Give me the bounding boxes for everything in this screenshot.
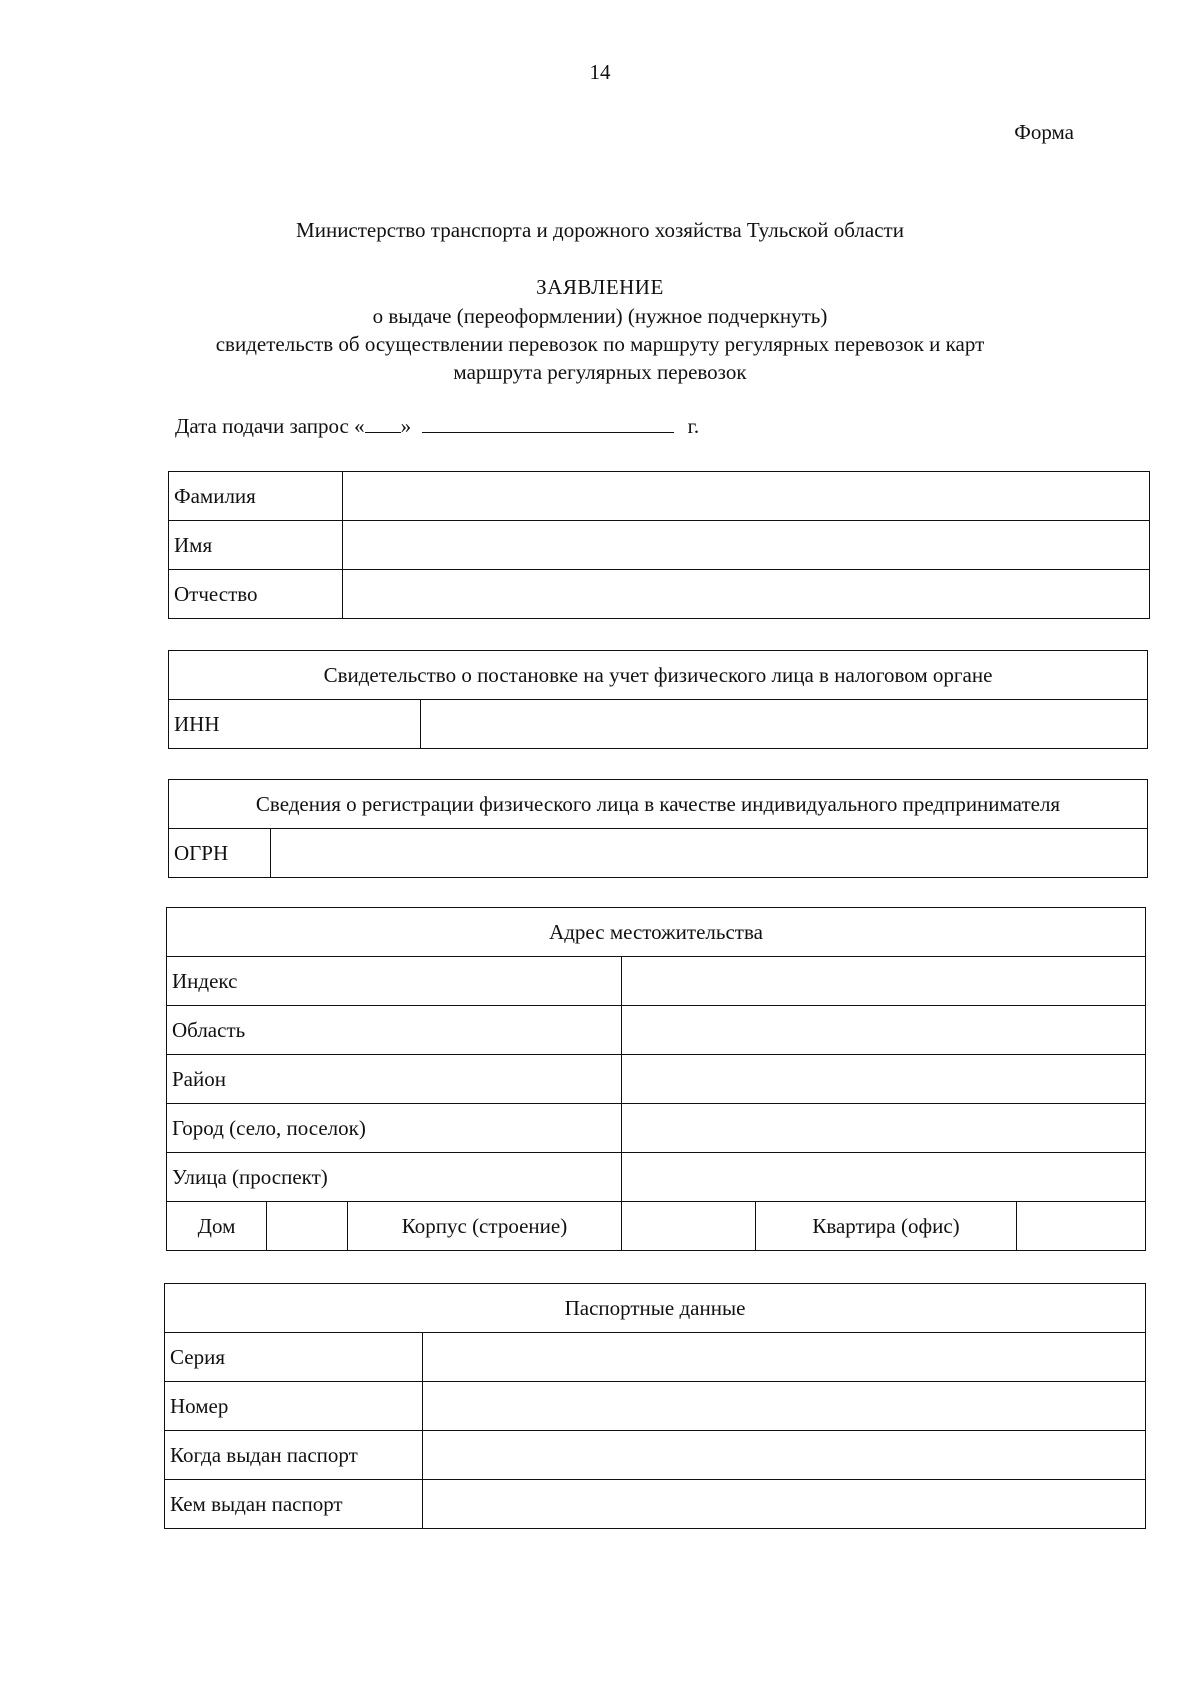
table-row xyxy=(165,1284,1146,1333)
table-row xyxy=(165,1382,1146,1431)
issue-date-label: Когда выдан паспорт xyxy=(165,1431,423,1480)
house-field[interactable] xyxy=(267,1202,348,1251)
street-field[interactable] xyxy=(622,1153,1146,1202)
passport-table xyxy=(164,1283,1146,1529)
passport-header: Паспортные данные xyxy=(165,1284,1146,1333)
number-field[interactable] xyxy=(423,1382,1146,1431)
series-field[interactable] xyxy=(423,1333,1146,1382)
index-field[interactable] xyxy=(622,957,1146,1006)
building-label: Корпус (строение) xyxy=(348,1202,622,1251)
issued-by-label: Кем выдан паспорт xyxy=(165,1480,423,1529)
year-suffix: г. xyxy=(687,414,700,438)
table-row xyxy=(167,1104,1146,1153)
region-field[interactable] xyxy=(622,1006,1146,1055)
table-row xyxy=(169,472,1150,521)
table-row xyxy=(165,1480,1146,1529)
table-row xyxy=(167,1055,1146,1104)
table-row xyxy=(169,570,1150,619)
city-label: Город (село, поселок) xyxy=(167,1104,622,1153)
table-row xyxy=(167,1006,1146,1055)
surname-label: Фамилия xyxy=(169,472,343,521)
day-blank[interactable] xyxy=(365,414,401,433)
address-table xyxy=(166,907,1146,1251)
table-row xyxy=(167,957,1146,1006)
city-field[interactable] xyxy=(622,1104,1146,1153)
tax-header: Свидетельство о постановке на учет физического лица в налоговом органе xyxy=(169,651,1148,700)
name-label: Имя xyxy=(169,521,343,570)
registration-header: Сведения о регистрации физического лица в качестве индивидуального предпринимателя xyxy=(169,780,1148,829)
tax-table xyxy=(168,650,1148,749)
house-label: Дом xyxy=(167,1202,267,1251)
inn-field[interactable] xyxy=(421,700,1148,749)
table-row xyxy=(167,1202,1146,1251)
document-title: ЗАЯВЛЕНИЕ xyxy=(536,275,664,299)
address-header: Адрес местожительства xyxy=(167,908,1146,957)
table-row xyxy=(169,780,1148,829)
person-table xyxy=(168,471,1150,619)
submission-date-label: Дата подачи запрос « xyxy=(175,414,365,438)
series-label: Серия xyxy=(165,1333,423,1382)
submission-date-row xyxy=(175,414,699,439)
patronymic-label: Отчество xyxy=(169,570,343,619)
table-row xyxy=(169,521,1150,570)
subtitle-line-3: маршрута регулярных перевозок xyxy=(453,360,747,384)
ogrn-label: ОГРН xyxy=(169,829,271,878)
subtitle-line-2: свидетельств об осуществлении перевозок по маршруту регулярных перевозок и карт xyxy=(215,332,985,356)
apartment-field[interactable] xyxy=(1017,1202,1146,1251)
table-row xyxy=(165,1431,1146,1480)
close-quote: » xyxy=(400,414,412,438)
street-label: Улица (проспект) xyxy=(167,1153,622,1202)
name-field[interactable] xyxy=(343,521,1150,570)
patronymic-field[interactable] xyxy=(343,570,1150,619)
issue-date-field[interactable] xyxy=(423,1431,1146,1480)
surname-field[interactable] xyxy=(343,472,1150,521)
subtitle-line-1: о выдаче (переоформлении) (нужное подчеркнуть) xyxy=(372,304,828,328)
index-label: Индекс xyxy=(167,957,622,1006)
apartment-label: Квартира (офис) xyxy=(756,1202,1017,1251)
inn-label: ИНН xyxy=(169,700,421,749)
registration-table xyxy=(168,779,1148,878)
table-row xyxy=(169,700,1148,749)
form-label: Форма xyxy=(1014,120,1074,144)
building-field[interactable] xyxy=(622,1202,756,1251)
table-row xyxy=(165,1333,1146,1382)
ogrn-field[interactable] xyxy=(271,829,1148,878)
issued-by-field[interactable] xyxy=(423,1480,1146,1529)
page-number: 14 xyxy=(589,60,611,84)
table-row xyxy=(167,908,1146,957)
number-label: Номер xyxy=(165,1382,423,1431)
district-label: Район xyxy=(167,1055,622,1104)
table-row xyxy=(169,829,1148,878)
district-field[interactable] xyxy=(622,1055,1146,1104)
table-row xyxy=(167,1153,1146,1202)
region-label: Область xyxy=(167,1006,622,1055)
table-row xyxy=(169,651,1148,700)
ministry-name: Министерство транспорта и дорожного хозяйства Тульской области xyxy=(296,218,904,242)
month-year-blank[interactable] xyxy=(422,414,674,433)
